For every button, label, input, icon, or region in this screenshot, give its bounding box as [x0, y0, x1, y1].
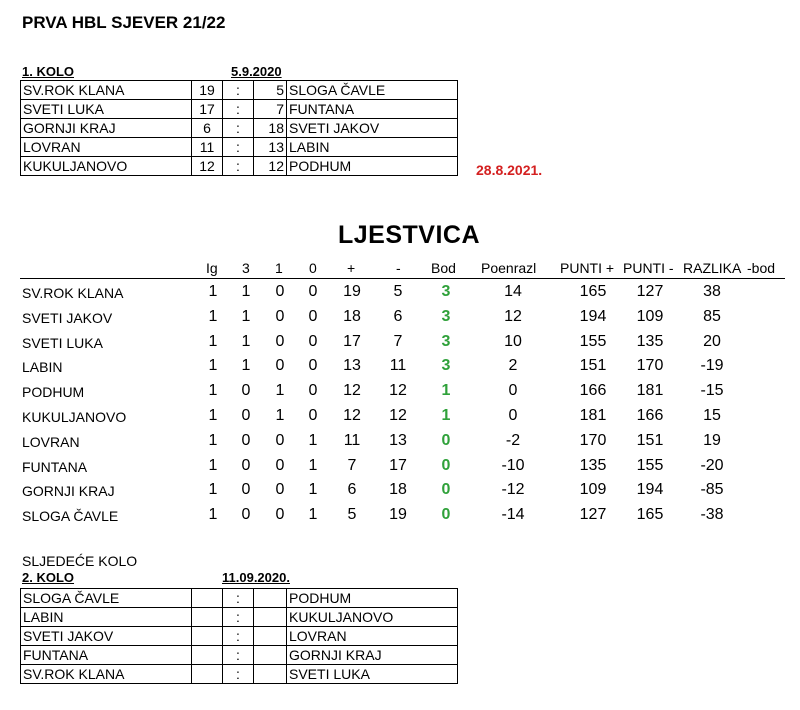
standings-row: [0, 407, 800, 432]
header-poenrazl: Poenrazl: [481, 260, 537, 276]
round1-date: 5.9.2020: [231, 64, 282, 79]
standings-row: [0, 506, 800, 531]
header-minus-bod: -bod: [747, 260, 776, 276]
home-score: 12: [192, 157, 223, 176]
razlika: 38: [703, 283, 721, 300]
score-separator: :: [223, 157, 254, 176]
punti-plus: 170: [579, 431, 607, 449]
draws: 1: [275, 382, 285, 400]
away-team: LABIN: [287, 138, 458, 157]
goal-difference: 0: [508, 382, 518, 400]
played: 1: [208, 307, 218, 325]
razlika: -85: [700, 481, 724, 499]
played: 1: [208, 481, 218, 499]
home-team: SV.ROK KLANA: [21, 665, 192, 684]
round2-date: 11.09.2020.: [222, 570, 290, 585]
match-row: [21, 100, 458, 119]
standings-row: [0, 357, 800, 382]
away-score: 5: [254, 81, 287, 100]
score-separator: :: [223, 589, 254, 608]
goals-for: 7: [347, 456, 357, 474]
goals-for: 12: [343, 382, 361, 400]
standings-row: [0, 432, 800, 457]
points: 0: [441, 431, 451, 449]
razlika: 85: [703, 307, 721, 325]
away-team: GORNJI KRAJ: [287, 646, 458, 665]
points: 0: [441, 506, 451, 524]
home-score: 6: [192, 119, 223, 138]
header-ig: Ig: [206, 260, 218, 276]
home-team: SLOGA ČAVLE: [21, 589, 192, 608]
losses: 0: [308, 307, 318, 325]
postponed-note: 28.8.2021.: [476, 162, 543, 178]
razlika: -38: [700, 506, 724, 524]
home-score: [192, 646, 223, 665]
wins: 1: [241, 332, 251, 350]
goal-difference: 0: [508, 407, 518, 424]
punti-plus: 109: [579, 481, 607, 499]
header-losses: 0: [309, 260, 317, 276]
match-row: [21, 81, 458, 100]
match-row: [21, 138, 458, 157]
punti-minus: 194: [636, 481, 664, 499]
punti-plus: 194: [579, 307, 607, 325]
away-score: [254, 589, 287, 608]
goals-for: 18: [343, 307, 361, 325]
away-team: FUNTANA: [287, 100, 458, 119]
match-row: [21, 665, 458, 684]
goals-against: 11: [389, 357, 407, 375]
home-team: GORNJI KRAJ: [21, 119, 192, 138]
header-punti-minus: PUNTI -: [623, 260, 674, 276]
goal-difference: 14: [504, 283, 522, 300]
points: 3: [441, 332, 451, 350]
draws: 1: [275, 407, 285, 424]
header-draws: 1: [275, 260, 283, 276]
punti-plus: 155: [579, 332, 607, 350]
away-score: [254, 665, 287, 684]
punti-minus: 127: [636, 283, 664, 300]
score-separator: :: [223, 100, 254, 119]
losses: 1: [308, 431, 318, 449]
wins: 1: [241, 307, 251, 325]
team-name: FUNTANA: [22, 458, 88, 475]
score-separator: :: [223, 138, 254, 157]
played: 1: [208, 357, 218, 375]
wins: 0: [241, 481, 251, 499]
losses: 1: [308, 481, 318, 499]
home-score: [192, 608, 223, 627]
losses: 1: [308, 456, 318, 474]
punti-minus: 165: [636, 506, 664, 524]
away-score: 12: [254, 157, 287, 176]
standings-title: LJESTVICA: [338, 221, 481, 249]
points: 0: [441, 481, 451, 499]
round2-table: [20, 588, 458, 684]
score-separator: :: [223, 119, 254, 138]
points: 3: [441, 357, 451, 375]
away-score: 13: [254, 138, 287, 157]
draws: 0: [275, 506, 285, 524]
goals-against: 7: [393, 332, 403, 350]
round1-label: 1. KOLO: [22, 64, 75, 79]
draws: 0: [275, 307, 285, 325]
wins: 1: [241, 283, 251, 300]
goals-against: 5: [393, 283, 403, 300]
punti-plus: 135: [579, 456, 607, 474]
match-row: [21, 627, 458, 646]
team-name: SVETI JAKOV: [22, 309, 113, 326]
played: 1: [208, 332, 218, 350]
goal-difference: -10: [501, 456, 525, 474]
punti-minus: 166: [636, 407, 664, 424]
razlika: 19: [703, 431, 721, 449]
goals-for: 19: [343, 283, 361, 300]
goals-for: 11: [343, 431, 361, 449]
losses: 1: [308, 506, 318, 524]
draws: 0: [275, 332, 285, 350]
team-name: GORNJI KRAJ: [22, 483, 115, 500]
goal-difference: -12: [501, 481, 525, 499]
played: 1: [208, 407, 218, 424]
away-team: SVETI LUKA: [287, 665, 458, 684]
losses: 0: [308, 332, 318, 350]
wins: 0: [241, 506, 251, 524]
wins: 0: [241, 407, 251, 424]
razlika: -20: [700, 456, 724, 474]
goals-against: 17: [389, 456, 407, 474]
match-row: [21, 608, 458, 627]
header-divider: [20, 278, 785, 279]
home-team: FUNTANA: [21, 646, 192, 665]
home-team: KUKULJANOVO: [21, 157, 192, 176]
away-team: SVETI JAKOV: [287, 119, 458, 138]
home-team: LABIN: [21, 608, 192, 627]
away-score: 18: [254, 119, 287, 138]
wins: 0: [241, 431, 251, 449]
played: 1: [208, 382, 218, 400]
points: 1: [441, 382, 451, 400]
played: 1: [208, 431, 218, 449]
punti-plus: 166: [579, 382, 607, 400]
score-separator: :: [223, 81, 254, 100]
losses: 0: [308, 283, 318, 300]
goal-difference: 10: [504, 332, 522, 350]
punti-minus: 109: [636, 307, 664, 325]
home-team: LOVRAN: [21, 138, 192, 157]
wins: 1: [241, 357, 251, 375]
away-team: PODHUM: [287, 157, 458, 176]
match-row: [21, 119, 458, 138]
goals-for: 5: [347, 506, 357, 524]
goals-against: 19: [389, 506, 407, 524]
razlika: 15: [703, 407, 721, 424]
round2-label: 2. KOLO: [22, 570, 75, 585]
wins: 0: [241, 456, 251, 474]
punti-plus: 165: [579, 283, 607, 300]
goals-against: 12: [389, 382, 407, 400]
home-score: 11: [192, 138, 223, 157]
played: 1: [208, 506, 218, 524]
goal-difference: 2: [508, 357, 518, 375]
goal-difference: 12: [504, 307, 522, 325]
draws: 0: [275, 283, 285, 300]
razlika: 20: [703, 332, 721, 350]
standings-row: [0, 333, 800, 358]
points: 3: [441, 307, 451, 325]
standings-row: [0, 283, 800, 308]
standings-row: [0, 457, 800, 482]
home-score: 17: [192, 100, 223, 119]
goal-difference: -14: [501, 506, 525, 524]
razlika: -19: [700, 357, 724, 375]
punti-minus: 155: [636, 456, 664, 474]
away-team: LOVRAN: [287, 627, 458, 646]
away-team: KUKULJANOVO: [287, 608, 458, 627]
goals-for: 12: [343, 407, 361, 424]
goal-difference: -2: [505, 431, 521, 449]
header-bod: Bod: [431, 260, 456, 276]
goals-against: 13: [389, 431, 407, 449]
home-score: [192, 665, 223, 684]
goals-for: 17: [343, 332, 361, 350]
home-team: SVETI LUKA: [21, 100, 192, 119]
punti-minus: 151: [636, 431, 664, 449]
losses: 0: [308, 382, 318, 400]
wins: 0: [241, 382, 251, 400]
match-row: [21, 589, 458, 608]
team-name: SVETI LUKA: [22, 334, 103, 351]
away-score: 7: [254, 100, 287, 119]
header-wins: 3: [242, 260, 250, 276]
home-team: SVETI JAKOV: [21, 627, 192, 646]
draws: 0: [275, 456, 285, 474]
goals-for: 13: [343, 357, 361, 375]
score-separator: :: [223, 627, 254, 646]
goals-against: 18: [389, 481, 407, 499]
punti-plus: 181: [579, 407, 607, 424]
standings-row: [0, 382, 800, 407]
header-razlika: RAZLIKA: [683, 260, 742, 276]
match-row: [21, 157, 458, 176]
goals-against: 6: [393, 307, 403, 325]
team-name: LABIN: [22, 359, 63, 376]
razlika: -15: [700, 382, 724, 400]
punti-minus: 170: [636, 357, 664, 375]
goals-for: 6: [347, 481, 357, 499]
header-goals-for: +: [347, 260, 356, 276]
away-score: [254, 627, 287, 646]
score-separator: :: [223, 646, 254, 665]
punti-plus: 127: [579, 506, 607, 524]
home-score: 19: [192, 81, 223, 100]
punti-plus: 151: [579, 357, 607, 375]
team-name: SLOGA ČAVLE: [22, 508, 119, 525]
standings-row: [0, 308, 800, 333]
score-separator: :: [223, 608, 254, 627]
match-row: [21, 646, 458, 665]
away-team: SLOGA ČAVLE: [287, 81, 458, 100]
draws: 0: [275, 357, 285, 375]
round1-table: [20, 80, 458, 176]
home-score: [192, 627, 223, 646]
header-goals-against: -: [396, 260, 401, 276]
draws: 0: [275, 431, 285, 449]
page-title: PRVA HBL SJEVER 21/22: [22, 13, 226, 32]
goals-against: 12: [389, 407, 407, 424]
away-score: [254, 608, 287, 627]
away-team: PODHUM: [287, 589, 458, 608]
team-name: PODHUM: [22, 384, 85, 401]
team-name: KUKULJANOVO: [22, 409, 127, 425]
played: 1: [208, 283, 218, 300]
team-name: LOVRAN: [22, 433, 80, 450]
played: 1: [208, 456, 218, 474]
away-score: [254, 646, 287, 665]
losses: 0: [308, 357, 318, 375]
points: 3: [441, 283, 451, 300]
punti-minus: 135: [636, 332, 664, 350]
points: 1: [441, 407, 451, 424]
points: 0: [441, 456, 451, 474]
losses: 0: [308, 407, 318, 424]
header-punti-plus: PUNTI +: [560, 260, 615, 276]
punti-minus: 181: [636, 382, 664, 400]
home-team: SV.ROK KLANA: [21, 81, 192, 100]
team-name: SV.ROK KLANA: [22, 285, 124, 301]
score-separator: :: [223, 665, 254, 684]
next-round-heading: SLJEDEĆE KOLO: [22, 553, 138, 569]
home-score: [192, 589, 223, 608]
draws: 0: [275, 481, 285, 499]
standings-row: [0, 481, 800, 506]
